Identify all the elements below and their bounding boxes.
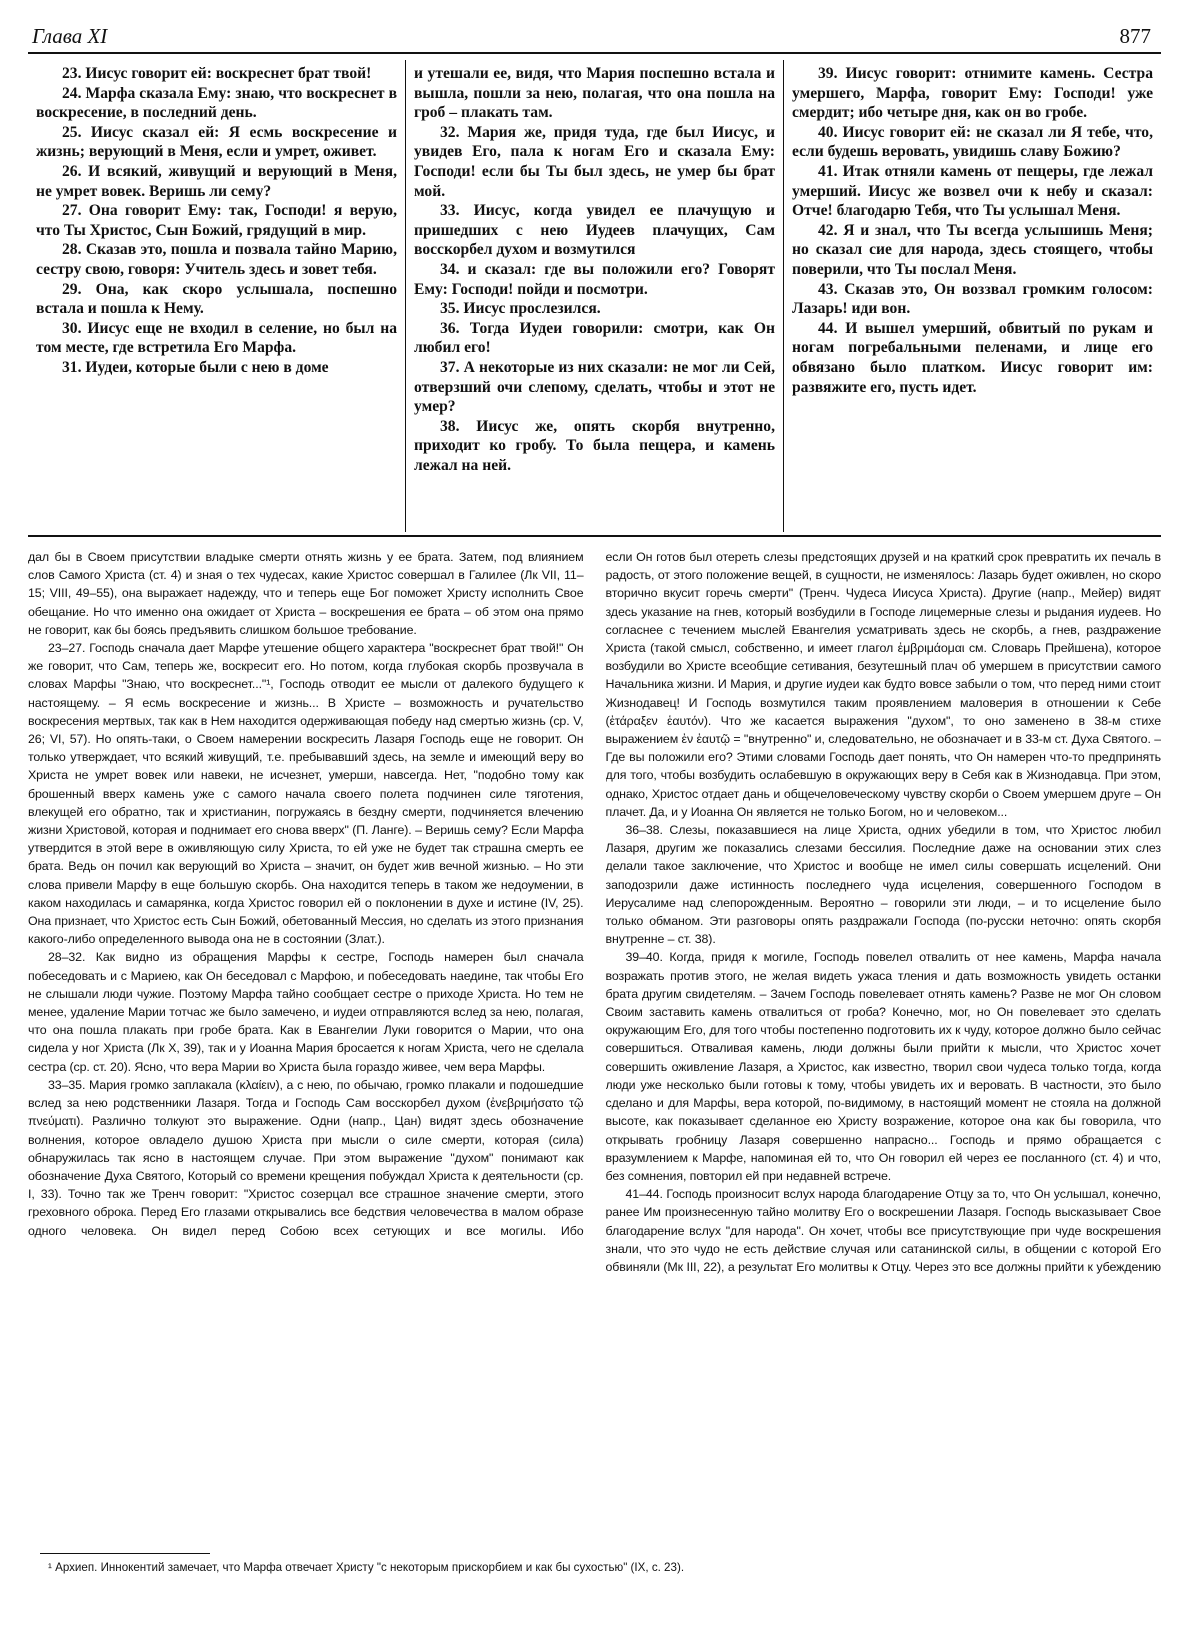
- verse-26: 26. И всякий, живущий и верующий в Меня, не умрет вовек. Веришь ли сему?: [36, 162, 397, 200]
- commentary-paragraph: 28–32. Как видно из обращения Марфы к сестре, Господь намерен был сначала побеседовать и с Мариею, как Он беседовал с Марфою, и побеседовать наедине, так чтобы Его не слышали люди чужие. Поэтому Марфа тайно сообщает сестре о приходе Христа. Но тем не менее, удаление Марии тотчас же было замечено, и иудеи отправляются вслед за нею, полагая, что она пошла плакать при гробе брата. Как в Евангелии Луки говорится о Марии, что она сидела у ног Христа (Лк X, 39), так и у Иоанна Мария бросается к ногам Христа, чего не сделала сестра (ср. ст. 20). Ясно, что вера Марии во Христа была гораздо живее, чем вера Марфы.: [28, 950, 584, 1074]
- verse-column-3: [783, 60, 1161, 532]
- verse-37: 37. А некоторые из них сказали: не мог ли Сей, отверзший очи слепому, сделать, чтобы и этот не умер?: [414, 358, 775, 416]
- verses-rule: [28, 535, 1161, 537]
- verse-40: 40. Иисус говорит ей: не сказал ли Я тебе, что, если будешь веровать, увидишь славу Божию?: [792, 123, 1153, 161]
- verse-39: 39. Иисус говорит: отнимите камень. Сестра умершего, Марфа, говорит Ему: Господи! уже смердит; ибо четыре дня, как он во гробе.: [792, 65, 1153, 122]
- verse-29: 29. Она, как скоро услышала, поспешно встала и пошла к Нему.: [36, 280, 397, 318]
- verse-28: 28. Сказав это, пошла и позвала тайно Марию, сестру свою, говоря: Учитель здесь и зовет тебя.: [36, 241, 397, 278]
- chapter-title: Глава XI: [32, 24, 108, 48]
- verse-block: [28, 60, 1161, 532]
- verse-column-1: [28, 60, 405, 532]
- verse-41: 41. Итак отняли камень от пещеры, где лежал умерший. Иисус же возвел очи к небу и сказал: Отче! благодарю Тебя, что Ты услышал Меня.: [792, 162, 1153, 220]
- page-number: 877: [1119, 24, 1151, 48]
- verse-31-continued: и утешали ее, видя, что Мария поспешно встала и вышла, пошли за нею, полагая, что она пошла на гроб – плакать там.: [414, 65, 775, 122]
- verse-column-2: [405, 60, 783, 532]
- verse-27: 27. Она говорит Ему: так, Господи! я верую, что Ты Христос, Сын Божий, грядущий в мир.: [36, 202, 397, 239]
- verse-36: 36. Тогда Иудеи говорили: смотри, как Он любил его!: [414, 319, 775, 357]
- commentary-column-right: [606, 548, 1162, 1548]
- header-rule: [28, 52, 1161, 54]
- page-header: [32, 20, 1157, 54]
- verse-24: 24. Марфа сказала Ему: знаю, что воскреснет в воскресение, в последний день.: [36, 84, 397, 122]
- commentary-block: [28, 548, 1161, 1548]
- verse-25: 25. Иисус сказал ей: Я есмь воскресение и жизнь; верующий в Меня, если и умрет, оживет.: [36, 123, 397, 161]
- verse-44: 44. И вышел умерший, обвитый по рукам и ногам погребальными пеленами, и лице его обвязано было платком. Иисус говорит им: развяжите его, пусть идет.: [792, 319, 1153, 396]
- commentary-column-left: [28, 548, 584, 1548]
- commentary-paragraph: 41–44. Господь произносит вслух народа благодарение Отцу за то, что Он услышал, конечно, ранее Им произнесенную тайно молитву Его о воскрешении Лазаря. Господь высказывает Свое благодарение вслух "для народа". Он хочет, чтобы все присутствующие при чуде воскрешения знали, что это чудо не есть действие случая или сатанинской силы, в общении с которой Его обвиняли (Мк III, 22), а результат Его молитвы к Отцу. Через это все должны прийти к убеждению: [605, 1187, 1161, 1274]
- verse-30: 30. Иисус еще не входил в селение, но был на том месте, где встретила Его Марфа.: [36, 319, 397, 357]
- commentary-paragraph: дал бы в Своем присутствии владыке смерти отнять жизнь у ее брата. Затем, под влиянием слов Самого Христа (ст. 4) и зная о тех чудесах, какие Христос совершал в Галилее (Лк VII, 11–15; VIII, 49–55), она выражает надежду, что и теперь еще Бог поможет Христу исполнить Свое обещание. Но что именно она ожидает от Христа – воскрешения ее брата – об этом она прямо не говорит, как бы боясь предъявить слишком большое требование.: [28, 550, 584, 637]
- commentary-paragraph: 33–35. Мария громко заплакала (κλαίειν), а с нею, по обычаю, громко плакали и подошедшие вслед за нею родственники Лазаря. Тогда и Господь Сам восскорбел духом (ἐνεβριμήσατο τῷ πνεύματι). Различно толкуют это выражение. Одни (напр., Цан) видят здесь обозначение волнения, которое овладело душою Христа при мысли о силе смерти, которая (сила) обнаружилась так ясно в настоящем случае. При этом выражение "духом" понимают как обозначение Духа Святого, Который со времени крещения побуждал Христа к деятельности (ср. I, 33). Точно так же Тренч говорит: "Христос созерцал все страшное значение смерти, этого греховного оброка. Перед Его глазами открывались все бедствия человечества в малом образе одного человека. Он видел перед Собою всех сетующих и все могилы. Ибо: [28, 1077, 584, 1238]
- verse-43: 43. Сказав это, Он воззвал громким голосом: Лазарь! иди вон.: [792, 280, 1153, 318]
- commentary-paragraph: 23–27. Господь сначала дает Марфе утешение общего характера "воскреснет брат твой!" Он же говорит, что Сам, теперь же, воскресит его. Но потом, когда глубокая скорбь прозвучала в словах Марфы "Знаю, что воскреснет..."¹, Господь отводит ее мысли от далекого будущего к настоящему. – Я есмь воскресение и жизнь... В Христе – возможность и ручательство воскресения мертвых, так как в Нем находится одерживающая победу над смертью жизнь (ср. V, 26; VI, 57). Но опять-таки, о Своем намерении воскресить Лазаря Господь еще не говорит. Он только утверждает, что всякий живущий, т.е. пребывавший здесь, на земле и имеющий веру во Христа не умрет вовек или навеки, не исчезнет, умерши, навсегда. Нет, "подобно тому как брошенный вверх камень уже с самого начала своего полета подчинен силе тяготения, влекущей его обратно, так и христианин, погружаясь в бездну смерти, подчиняется влечению жизни Христовой, которая и поднимает его снова вверх" (П. Ланге). – Веришь сему? Если Марфа утвердится в этой вере в оживляющую силу Христа, то ей уже не будет так страшна смерть ее брата. Ведь он почил как верующий во Христа – значит, он будет жив вечной жизнью. – Но эти слова привели Марфу в еще большую скорбь. Она находится теперь в таком же недоумении, в каком находилась и самарянка, когда Христос говорил ей о поклонении в духе и истине (IV, 25). Она признает, что Христос есть Сын Божий, обетованный Мессия, но сделать из этого признания какого-либо определенного вывода она не в состоянии (Злат.).: [28, 641, 584, 947]
- verse-31: 31. Иудеи, которые были с нею в доме: [62, 358, 329, 376]
- verse-35: 35. Иисус прослезился.: [440, 300, 601, 318]
- verse-38: 38. Иисус же, опять скорбя внутренно, приходит ко гробу. То была пещера, и камень лежал на ней.: [414, 417, 775, 474]
- footnote-rule: [40, 1553, 210, 1554]
- verse-42: 42. Я и знал, что Ты всегда услышишь Меня; но сказал сие для народа, здесь стоящего, чтобы поверили, что Ты послал Меня.: [792, 221, 1153, 278]
- verse-34: 34. и сказал: где вы положили его? Говорят Ему: Господи! пойди и посмотри.: [414, 260, 775, 298]
- verse-33: 33. Иисус, когда увидел ее плачущую и пришедших с нею Иудеев плачущих, Сам восскорбел духом и возмутился: [414, 202, 775, 259]
- verse-32: 32. Мария же, придя туда, где был Иисус, и увидев Его, пала к ногам Его и сказала Ему: Господи! если бы Ты был здесь, не умер бы брат мой.: [414, 123, 775, 200]
- commentary-paragraph: 36–38. Слезы, показавшиеся на лице Христа, одних убедили в том, что Христос любил Лазаря, другим же показались слезами бессилия. Последние даже на основании этих слез делали такое заключение, что Христос и вообще не имел силы совершать исцелений. Они заподозрили даже истинность последнего чуда исцеления, совершенного Господом в Иерусалиме над слепорожденным. Вероятно – говорили эти люди, – и то исцеление было только обманом. Эти разговоры опять раздражали Господа (по-русски неточно: опять скорбя внутренне – ст. 38).: [605, 823, 1161, 947]
- footnote: ¹ Архиеп. Иннокентий замечает, что Марфа отвечает Христу "с некоторым прискорбием и как бы сухостью" (IX, с. 23).: [48, 1561, 685, 1574]
- verse-23: 23. Иисус говорит ей: воскреснет брат твой!: [62, 65, 372, 82]
- commentary-paragraph: 39–40. Когда, придя к могиле, Господь повелел отвалить от нее камень, Марфа начала возражать против этого, не желая видеть ужаса тления и дать возможность увидеть останки брата другим свидетелям. – Зачем Господь повелевает отнять камень? Разве не мог Он словом Своим заставить камень отвалиться от гроба? Конечно, мог, но Он повелевает это сделать окружающим Его, для того чтобы постепенно подготовить их к чуду, которое должно было сейчас совершиться. Отваливая камень, люди должны были прийти к мысли, что Христос хочет совершить оживление Лазаря, а Христос, как известно, творил свои чудеса только тогда, когда люди уже несколько были готовы к тому, чтобы увидеть их и веровать. В частности, это было сделано и для Марфы, вера которой, по-видимому, в настоящий момент не стояла на должной высоте, как показывает сделанное ею Христу возражение, которое она как бы говорила, что открывать гробницу Лазаря совершенно напрасно... Господь и прямо обращается с вразумлением к Марфе, напоминая ей то, что Он говорил ей через ее посланного (ст. 4) и что, без сомнения, повторил ей при недавней встрече.: [605, 950, 1161, 1183]
- commentary-paragraph: если Он готов был отереть слезы предстоящих друзей и на краткий срок превратить их печаль в радость, от этого положение вещей, в сущности, не изменялось: Лазарь будет оживлен, но скоро вторично вкусит горечь смерти" (Тренч. Чудеса Иисуса Христа). Другие (напр., Мейер) видят здесь указание на гнев, который возбудили в Господе лицемерные слезы и рыдания иудеев. Но согласнее с течением мыслей Евангелия усматривать здесь не скорбь, а гнев, раздражение Христа (такой смысл, собственно, и имеет глагол ἐμβριμάομαι см. Словарь Прейшена), которое возбудили во Христе всеобщие сетивания, безутешный плач об умершем в присутствии самого Начальника жизни. И Мария, и другие иудеи как будто вовсе забыли о том, что перед ними стоит Жизнодавец! И Господь возмутился таким проявлением маловерия в отношении к Себе (ἐτάραξεν ἑαυτόν). Что же касается выражения "духом", то оно заменено в 38-м стихе выражением ἐν ἑαυτῷ = "внутренно" и, следовательно, не обозначает и в 33-м ст. Духа Святого. – Где вы положили его? Этими словами Господь дает понять, что Он намерен что-то предпринять для того, чтобы возбудить ослабевшую в окружающих веру в Себя как в Жизнодавца. При этом, однако, Христос отдает дань и общечеловеческому чувству скорби о Своем умершем друге – Он плачет. Да, и у Иоанна Он является не только Богом, но и человеком...: [605, 550, 1161, 819]
